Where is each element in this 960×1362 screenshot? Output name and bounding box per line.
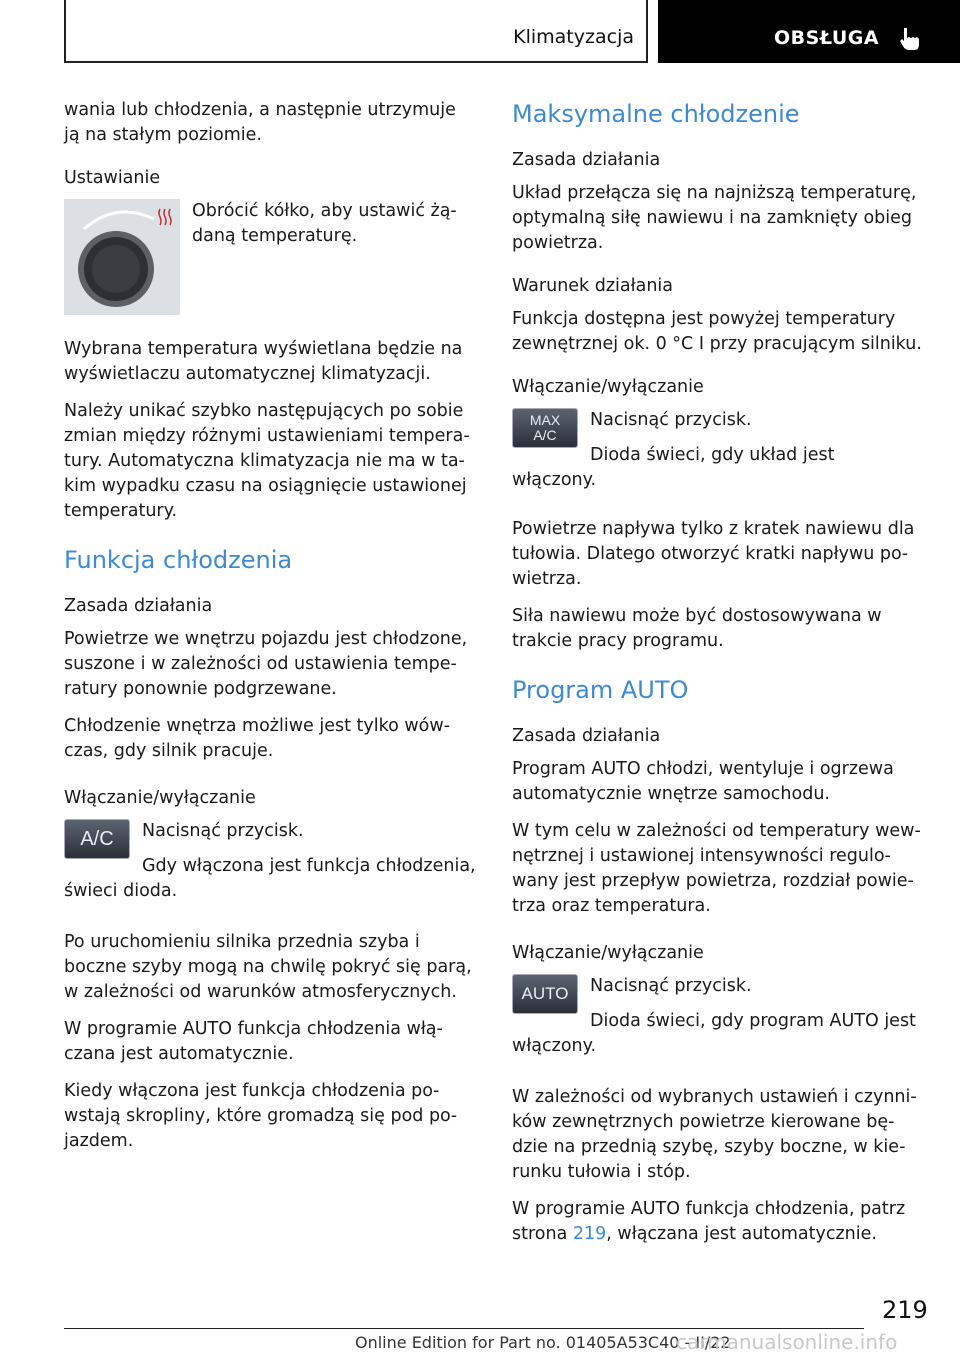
auto-step-1: Nacisnąć przycisk. xyxy=(590,976,752,996)
ustawianie-figure-row xyxy=(64,199,476,323)
ac-step-1: Nacisnąć przycisk. xyxy=(142,821,304,841)
auto-paragraph-1: Program AUTO chłodzi, wentyluje i ogrzewa automatycznie wnętrze samochodu. xyxy=(512,759,894,804)
max-ac-button-image xyxy=(512,408,578,448)
max-wlaczanie-heading: Włączanie/wyłączanie xyxy=(512,377,704,397)
auto-p4-pre: W programie AUTO funkcja chłodzenia, patrz strona xyxy=(512,1199,906,1244)
paragraph-fogging: Po uruchomieniu silnika przednia szyba i boczne szyby mogą na chwilę pokryć się parą, w zależności od warunków atmosferycznych. xyxy=(64,932,472,1002)
section-title-cooling: Funkcja chłodzenia xyxy=(64,546,293,574)
header-chapter-label: OBSŁUGA xyxy=(774,27,880,49)
footer-divider xyxy=(64,1328,864,1329)
paragraph-auto-cooling: W programie AUTO funkcja chłodzenia włączana jest automatycznie. xyxy=(64,1019,443,1064)
max-btn-line1: MAX xyxy=(529,412,561,428)
page-reference-link[interactable]: 219 xyxy=(572,1224,607,1244)
auto-paragraph-2: W tym celu w zależności od temperatury wewnętrznej i ustawionej intensywności regulowany jest przepływ powietrza, rozdział powietrza oraz temperatura. xyxy=(512,821,921,916)
max-step-2: Dioda świeci, gdy układ jest włączony. xyxy=(512,445,835,490)
auto-p4-post: , włączana jest automatycznie. xyxy=(606,1224,877,1244)
ac-step-2: Gdy włączona jest funkcja chłodzenia, świeci dioda. xyxy=(64,856,476,901)
auto-button-image: AUTO xyxy=(512,974,578,1014)
max-paragraph-strength: Siła nawiewu może być dostosowywana w trakcie pracy programu. xyxy=(512,606,882,651)
paragraph-avoid-changes: Należy unikać szybko następujących po sobie zmian między różnymi ustawieniami temperatury. Automatyczna klimatyzacja nie ma w takim wypadku czasu na osiągnięcie ustawionej temperatury. xyxy=(64,401,470,521)
auto-paragraph-3: W zależności od wybranych ustawień i czynników zewnętrznych powietrze kierowane będzie na przednią szybę, szyby boczne, w kierunku tułowia i stóp. xyxy=(512,1087,917,1182)
auto-paragraph-4 xyxy=(512,1197,924,1247)
warunek-heading: Warunek działania xyxy=(512,276,674,296)
paragraph-condensation: Kiedy włączona jest funkcja chłodzenia powstają skropliny, które gromadzą się pod pojazdem. xyxy=(64,1081,458,1151)
warunek-paragraph: Funkcja dostępna jest powyżej temperatury zewnętrznej ok. 0 °C I przy pracującym silniku. xyxy=(512,309,922,354)
paragraph-display: Wybrana temperatura wyświetlana będzie na wyświetlaczu automatycznej klimatyzacji. xyxy=(64,339,463,384)
auto-zasada-heading: Zasada działania xyxy=(512,726,661,746)
ustawianie-heading: Ustawianie xyxy=(64,168,161,188)
zasada-paragraph-2: Chłodzenie wnętrza możliwe jest tylko wówczas, gdy silnik pracuje. xyxy=(64,716,451,761)
max-zasada-heading: Zasada działania xyxy=(512,150,661,170)
wlaczanie-heading: Włączanie/wyłączanie xyxy=(64,788,256,808)
ac-figure-row xyxy=(64,819,476,914)
auto-wlaczanie-heading: Włączanie/wyłączanie xyxy=(512,943,704,963)
max-figure-row xyxy=(512,408,924,503)
section-title-max-cooling: Maksymalne chłodzenie xyxy=(512,100,800,128)
page-number: 219 xyxy=(882,1296,928,1324)
max-paragraph-airflow: Powietrze napływa tylko z kratek nawiewu dla tułowia. Dlatego otworzyć kratki napływu powietrza. xyxy=(512,519,915,589)
auto-step-2: Dioda świeci, gdy program AUTO jest włączony. xyxy=(512,1011,916,1056)
intro-paragraph: wania lub chłodzenia, a następnie utrzymuje ją na stałym poziomie. xyxy=(64,100,456,145)
header-section-title: Klimatyzacja xyxy=(513,26,634,48)
zasada-heading: Zasada działania xyxy=(64,596,213,616)
watermark: carmanualsonline.info xyxy=(676,1330,898,1354)
ac-button-image: A/C xyxy=(64,819,130,859)
max-btn-line2: A/C xyxy=(533,427,557,443)
left-column xyxy=(64,98,476,1166)
section-title-auto: Program AUTO xyxy=(512,676,689,704)
right-column xyxy=(512,98,924,1259)
max-zasada-paragraph: Układ przełącza się na najniższą temperaturę, optymalną siłę nawiewu i na zamknięty obieg powietrza. xyxy=(512,183,917,253)
pointing-hand-icon xyxy=(898,26,924,52)
max-step-1: Nacisnąć przycisk. xyxy=(590,410,752,430)
footer-edition: Online Edition for Part no. 01405A53C40 - II/22 xyxy=(355,1333,731,1352)
ustawianie-text: Obrócić kółko, aby ustawić żądaną temperaturę. xyxy=(192,201,457,246)
header-chapter-tab xyxy=(658,0,960,63)
temperature-knob-image xyxy=(64,199,180,323)
auto-figure-row xyxy=(512,974,924,1069)
zasada-paragraph-1: Powietrze we wnętrzu pojazdu jest chłodzone, suszone i w zależności od ustawienia temperatury ponownie podgrzewane. xyxy=(64,629,468,699)
